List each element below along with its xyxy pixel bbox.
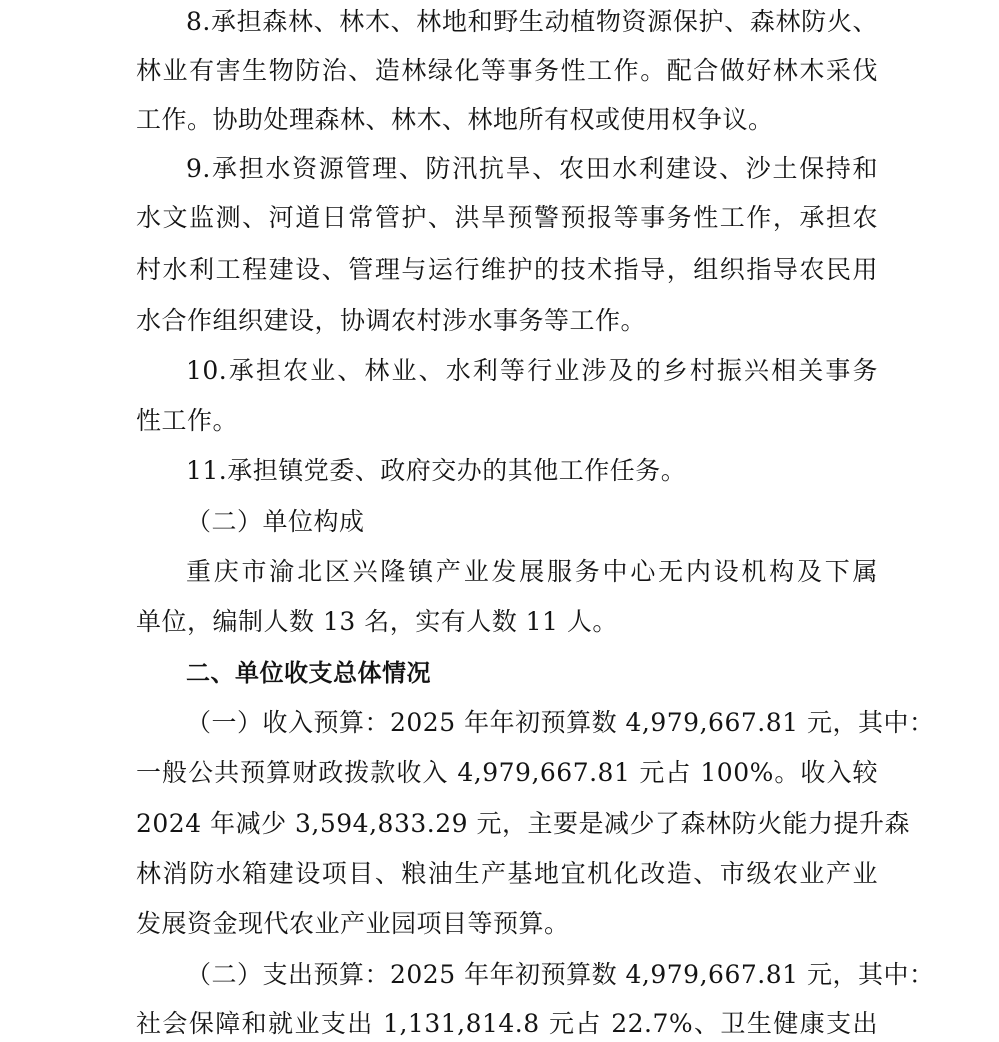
paragraph-9-line-2: 水文监测、河道日常管护、洪旱预警预报等事务性工作，承担农 [136, 203, 878, 232]
paragraph-8-line-2: 林业有害生物防治、造林绿化等事务性工作。配合做好林木采伐 [136, 56, 878, 85]
income-line-2: 一般公共预算财政拨款收入 4,979,667.81 元占 100%。收入较 [136, 758, 878, 787]
paragraph-10-line-2: 性工作。 [136, 406, 239, 435]
paragraph-9-line-3: 村水利工程建设、管理与运行维护的技术指导，组织指导农民用 [136, 255, 878, 284]
paragraph-8-line-1: 8.承担森林、林木、林地和野生动植物资源保护、森林防火、 [186, 7, 878, 36]
paragraph-11: 11.承担镇党委、政府交办的其他工作任务。 [186, 456, 687, 485]
paragraph-8-line-3: 工作。协助处理森林、林木、林地所有权或使用权争议。 [136, 105, 774, 134]
composition-line-2: 单位，编制人数 13 名，实有人数 11 人。 [136, 607, 618, 636]
income-line-5: 发展资金现代农业产业园项目等预算。 [136, 909, 570, 938]
expense-line-1: （二）支出预算：2025 年年初预算数 4,979,667.81 元，其中： [186, 960, 935, 989]
income-line-1: （一）收入预算：2025 年年初预算数 4,979,667.81 元，其中： [186, 708, 935, 737]
expense-line-2: 社会保障和就业支出 1,131,814.8 元占 22.7%、卫生健康支出 [136, 1009, 878, 1038]
composition-line-1: 重庆市渝北区兴隆镇产业发展服务中心无内设机构及下属 [186, 557, 878, 586]
paragraph-10-line-1: 10.承担农业、林业、水利等行业涉及的乡村振兴相关事务 [186, 356, 878, 385]
section-heading-overall-budget: 二、单位收支总体情况 [186, 659, 431, 687]
paragraph-9-line-4: 水合作组织建设，协调农村涉水事务等工作。 [136, 306, 647, 335]
income-line-4: 林消防水箱建设项目、粮油生产基地宜机化改造、市级农业产业 [136, 859, 878, 888]
subheading-unit-composition: （二）单位构成 [186, 507, 365, 536]
paragraph-9-line-1: 9.承担水资源管理、防汛抗旱、农田水利建设、沙土保持和 [186, 154, 878, 183]
income-line-3: 2024 年减少 3,594,833.29 元，主要是减少了森林防火能力提升森 [136, 809, 910, 838]
